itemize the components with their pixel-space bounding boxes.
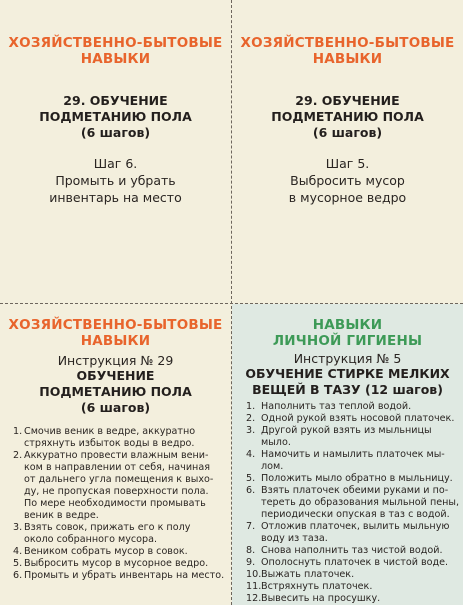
steps-list	[246, 401, 459, 605]
step-number: 2.	[13, 450, 23, 461]
step-number: 5.	[246, 473, 256, 484]
step-number: 5.	[13, 558, 23, 569]
step-number: 10.	[246, 569, 262, 580]
category-heading: ХОЗЯЙСТВЕННО-БЫТОВЫЕ НАВЫКИ	[8, 317, 223, 349]
step-number: 6.	[246, 485, 256, 496]
step-number: 4.	[246, 449, 256, 460]
step-item	[13, 546, 225, 558]
step-item	[246, 413, 459, 425]
step-number: 4.	[13, 546, 23, 557]
step-number: 8.	[246, 545, 256, 556]
step-text-line: Взять совок, прижать его к полу	[24, 522, 191, 533]
step-text-line: Встряхнуть платочек.	[261, 581, 373, 592]
step-text-line: Одной рукой взять носовой платочек.	[261, 413, 455, 424]
step-text-line: Вывесить на просушку.	[261, 593, 381, 604]
step-item	[246, 557, 459, 569]
step-number: 1.	[246, 401, 256, 412]
step-text-line: лом.	[261, 461, 284, 472]
step-number: 3.	[246, 425, 256, 436]
category-heading: НАВЫКИ ЛИЧНОЙ ГИГИЕНЫ	[272, 317, 423, 349]
step-text-line: ду, не пропуская поверхности пола.	[24, 486, 209, 497]
step-text-line: воду из таза.	[261, 533, 328, 544]
step-text-line: Смочив веник в ведре, аккуратно	[24, 426, 196, 437]
step-text-line: около собранного мусора.	[24, 534, 158, 545]
card-instruction-5	[232, 304, 463, 605]
step-text-line: Выбросить мусор в мусорное ведро.	[24, 558, 209, 569]
step-text-line: ком в направлении от себя, начиная	[24, 462, 210, 473]
step-text-line: Другой рукой взять из мыльницы	[261, 425, 432, 436]
card-title: 29. ОБУЧЕНИЕ ПОДМЕТАНИЮ ПОЛА (6 шагов)	[271, 93, 424, 140]
step-item	[13, 570, 225, 582]
step-item	[13, 426, 225, 450]
step-text-line: Ополоснуть платочек в чистой воде.	[261, 557, 449, 568]
step-number: 12.	[246, 593, 262, 604]
card-title: 29. ОБУЧЕНИЕ ПОДМЕТАНИЮ ПОЛА (6 шагов)	[39, 93, 192, 140]
step-number: 1.	[13, 426, 23, 437]
step-text-line: Взять платочек обеими руками и по-	[261, 485, 449, 496]
step-text-line: Промыть и убрать инвентарь на место.	[24, 570, 225, 581]
card-title: ОБУЧЕНИЕ СТИРКЕ МЕЛКИХ ВЕЩЕЙ В ТАЗУ (12 шагов)	[245, 366, 450, 397]
step-number: 9.	[246, 557, 256, 568]
step-text-line: мыло.	[261, 437, 291, 448]
step-text-line: Снова наполнить таз чистой водой.	[261, 545, 443, 556]
card-title: ОБУЧЕНИЕ ПОДМЕТАНИЮ ПОЛА (6 шагов)	[39, 368, 192, 415]
step-number: 2.	[246, 413, 256, 424]
step-text-line: Намочить и намылить платочек мы-	[261, 449, 445, 460]
step-text-line: По мере необходимости промывать	[24, 498, 206, 509]
step-item	[246, 545, 459, 557]
instruction-number: Инструкция № 29	[57, 353, 174, 368]
step-item	[246, 521, 459, 545]
step-number: 11.	[246, 581, 262, 592]
step-text-line: стряхнуть избыток воды в ведро.	[24, 438, 195, 449]
steps-list	[13, 426, 225, 582]
step-item	[246, 449, 459, 473]
step-text-line: Отложив платочек, вылить мыльную	[261, 521, 450, 532]
step-item	[246, 401, 459, 413]
step-item	[246, 485, 459, 521]
step-text-line: Выжать платочек.	[261, 569, 355, 580]
instruction-number: Инструкция № 5	[293, 351, 402, 366]
card-instruction-29	[0, 304, 231, 605]
step-text-line: от дальнего угла помещения к выхо-	[24, 474, 214, 485]
step-item	[246, 581, 459, 593]
step-text-line: Наполнить таз теплой водой.	[261, 401, 412, 412]
step-text-line: тереть до образования мыльной пены,	[261, 497, 460, 508]
category-heading: ХОЗЯЙСТВЕННО-БЫТОВЫЕ НАВЫКИ	[8, 35, 223, 67]
step-item	[246, 569, 459, 581]
card-step-5	[232, 0, 463, 303]
step-item	[13, 522, 225, 546]
step-number: 6.	[13, 570, 23, 581]
category-heading: ХОЗЯЙСТВЕННО-БЫТОВЫЕ НАВЫКИ	[240, 35, 455, 67]
step-item	[246, 425, 459, 449]
card-step-6	[0, 0, 231, 303]
step-item	[13, 450, 225, 522]
step-text-line: Веником собрать мусор в совок.	[24, 546, 188, 557]
step-text: Шаг 5. Выбросить мусор в мусорное ведро	[288, 156, 407, 205]
step-number: 7.	[246, 521, 256, 532]
step-text: Шаг 6. Промыть и убрать инвентарь на место	[49, 156, 182, 205]
step-text-line: периодически опуская в таз с водой.	[261, 509, 450, 520]
step-item	[13, 558, 225, 570]
step-text-line: Положить мыло обратно в мыльницу.	[261, 473, 453, 484]
step-item	[246, 593, 459, 605]
step-item	[246, 473, 459, 485]
step-text-line: Аккуратно провести влажным вени-	[24, 450, 209, 461]
step-number: 3.	[13, 522, 23, 533]
step-text-line: веник в ведре.	[24, 510, 99, 521]
